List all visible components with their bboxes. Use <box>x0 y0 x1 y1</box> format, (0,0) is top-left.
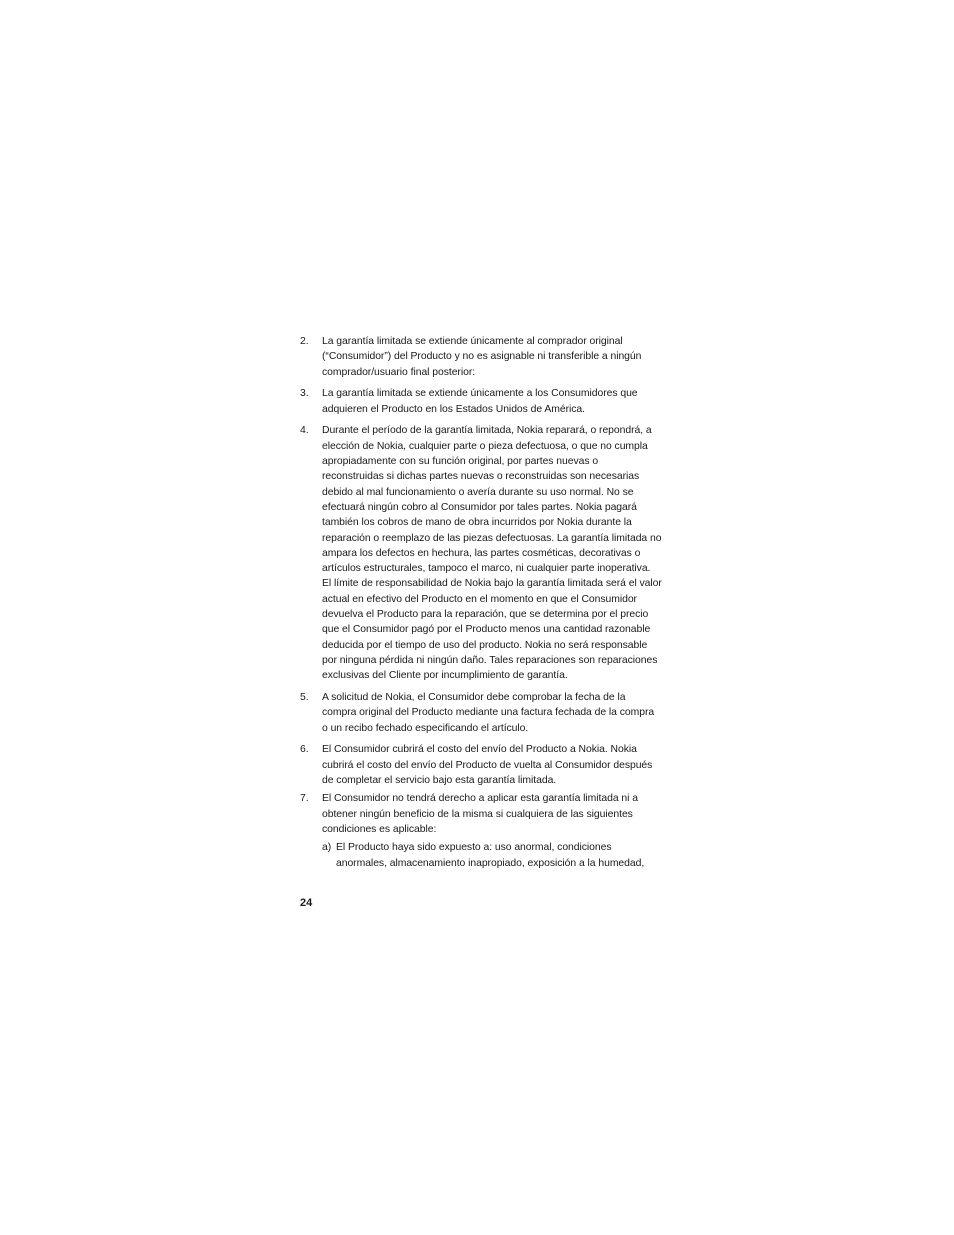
list-item-body <box>322 386 662 417</box>
list-item-body <box>322 742 662 788</box>
list-item-text: La garantía limitada se extiende únicamente a los Consumidores que adquieren el Producto en los Estados Unidos de América. <box>322 388 638 415</box>
list-item-2 <box>300 334 662 380</box>
list-item-body <box>322 334 662 380</box>
list-item-7 <box>300 791 662 870</box>
list-item-4 <box>300 423 662 683</box>
list-item-body <box>322 423 662 683</box>
list-item-6 <box>300 742 662 788</box>
list-item-5 <box>300 690 662 736</box>
list-item-number: 7. <box>300 793 309 805</box>
list-item-body <box>322 791 662 870</box>
list-item-text: Durante el período de la garantía limitada, Nokia reparará, o repondrá, a elección de Nokia, cualquier parte o pieza defectuosa, o que no cumpla apropiadamente con su función original, por partes nuevas o reconstruidas si dichas partes nuevas o reconstruidas son necesarias debido al mal funcionamiento o avería durante su uso normal. No se efectuará ningún cobro al Consumidor por tales partes. Nokia pagará también los cobros de mano de obra incurridos por Nokia durante la reparación o reemplazo de las piezas defectuosas. La garantía limitada no ampara los defectos en hechura, las partes cosméticas, decorativas o artículos estructurales, tampoco el marco, ni cualquier parte inoperativa. El límite de responsabilidad de Nokia bajo la garantía limitada será el valor actual en efectivo del Producto en el momento en que el Consumidor devuelva el Producto para la reparación, que se determina por el precio que el Consumidor pagó por el Producto menos una cantidad razonable deducida por el tiempo de uso del producto. Nokia no será responsable por ninguna pérdida ni ningún daño. Tales reparaciones son reparaciones exclusivas del Cliente por incumplimiento de garantía. <box>322 425 662 682</box>
list-item-number: 6. <box>300 744 309 756</box>
list-item-number: 2. <box>300 336 309 347</box>
sub-list-item-text: El Producto haya sido expuesto a: uso anormal, condiciones anormales, almacenamiento inapropiado, exposición a la humedad, <box>336 842 645 869</box>
list-item-number: 4. <box>300 425 309 437</box>
list-item-body <box>322 690 662 736</box>
sub-list-item-label: a) <box>322 842 332 854</box>
list-item-number: 3. <box>300 388 309 400</box>
warranty-terms-list <box>300 334 662 877</box>
sub-list-item-a <box>322 840 662 871</box>
list-item-3 <box>300 386 662 417</box>
list-item-text: A solicitud de Nokia, el Consumidor debe comprobar la fecha de la compra original del Producto mediante una factura fechada de la compra o un recibo fechado especificando el artículo. <box>322 692 655 734</box>
list-item-number: 5. <box>300 692 309 704</box>
list-item-text: El Consumidor cubrirá el costo del envío del Producto a Nokia. Nokia cubrirá el costo del envío del Producto de vuelta al Consumidor después de completar el servicio bajo esta garantía limitada. <box>322 744 653 787</box>
list-item-text: La garantía limitada se extiende únicamente al comprador original (“Consumidor”) del Producto y no es asignable ni transferible a ningún comprador/usuario final posterior: <box>322 336 642 378</box>
list-item-text: El Consumidor no tendrá derecho a aplicar esta garantía limitada ni a obtener ningún beneficio de la misma si cualquiera de las siguientes condiciones es aplicable: <box>322 793 638 835</box>
page-number: 24 <box>300 897 313 909</box>
